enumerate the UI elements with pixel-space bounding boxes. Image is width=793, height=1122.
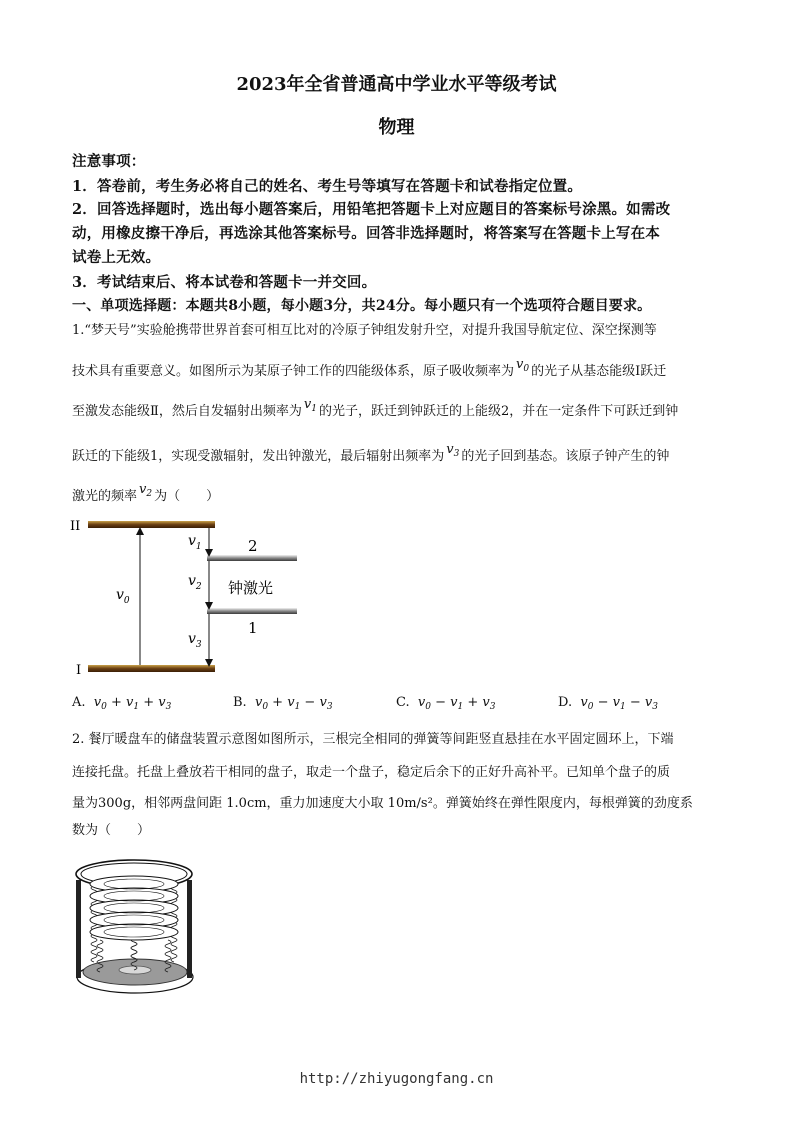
right-post — [187, 880, 192, 978]
notice-heading: 注意事项： — [72, 153, 146, 170]
footer-url[interactable]: http://zhiyugongfang.cn — [299, 1071, 494, 1087]
q2-line-4: 数为（ ） — [72, 823, 151, 838]
q2-line-1: 2. 餐厅暖盘车的储盘装置示意图如图所示，三根完全相同的弹簧等间距竖直悬挂在水平固定圆环上，下端 — [72, 732, 674, 747]
level-1-bar — [207, 608, 297, 614]
q1-line-3: 至激发态能级Ⅱ，然后自发辐射出频率为 $v_1$ 的光子，跃迁到钟跃迁的上能级2，并在一定条件下可跃迁到钟 — [72, 397, 679, 419]
subject-title: 物理 — [378, 117, 415, 138]
level-2-bar — [207, 555, 297, 561]
section-heading: 一、单项选择题：本题共8小题，每小题3分，共24分。每小题只有一个选项符合题目要求。 — [72, 298, 652, 314]
level-2-label: 2 — [248, 537, 258, 555]
choice-d[interactable]: D. $v_0 - v_1 - v_3$ — [558, 695, 658, 712]
notice-item-2-line-1: 2．回答选择题时，选出每小题答案后，用铅笔把答题卡上对应题目的答案标号涂黑。如需改 — [72, 201, 671, 218]
level-I-bar — [88, 665, 215, 672]
energy-level-diagram — [68, 515, 308, 680]
choice-a[interactable]: A. $v_0 + v_1 + v_3$ — [72, 695, 172, 712]
v1-arrow-label: $v_1$ — [188, 533, 202, 552]
notice-item-1: 1．答卷前，考生务必将自己的姓名、考生号等填写在答题卡和试卷指定位置。 — [72, 178, 583, 195]
v0-arrow-label: $v_0$ — [116, 587, 130, 606]
notice-item-2-line-3: 试卷上无效。 — [72, 249, 161, 266]
plate-warmer-diagram — [70, 852, 200, 1002]
q1-line-1: 1.“梦天号”实验舱携带世界首套可相互比对的冷原子钟组发射升空，对提升我国导航定位、深空探测等 — [72, 323, 657, 338]
q2-line-2: 连接托盘。托盘上叠放若干相同的盘子，取走一个盘子，稳定后余下的正好升高补平。已知单个盘子的质 — [72, 765, 671, 780]
level-1-label: 1 — [248, 619, 258, 637]
q1-line-4: 跃迁的下能级1，实现受激辐射，发出钟激光，最后辐射出频率为 $v_3$ 的光子回到基态。该原子钟产生的钟 — [72, 442, 670, 464]
level-I-label: I — [76, 663, 82, 678]
q1-line-2: 技术具有重要意义。如图所示为某原子钟工作的四能级体系，原子吸收频率为 $v_0$ 的光子从基态能级Ⅰ跃迁 — [72, 357, 667, 379]
plate-stack — [90, 876, 178, 940]
choice-c[interactable]: C. $v_0 - v_1 + v_3$ — [396, 695, 496, 712]
q2-line-3: 量为300g，相邻两盘间距 1.0cm，重力加速度大小取 10m/s²。弹簧始终在弹性限度内，每根弹簧的劲度系 — [72, 796, 693, 811]
v2-arrow-label: $v_2$ — [188, 573, 202, 592]
v3-arrow-label: $v_3$ — [188, 631, 202, 650]
exam-title: 2023年全省普通高中学业水平等级考试 — [236, 74, 557, 95]
clock-laser-label: 钟激光 — [228, 579, 274, 597]
q1-line-5: 激光的频率 $v_2$ 为（ ） — [72, 482, 220, 504]
choice-b[interactable]: B. $v_0 + v_1 - v_3$ — [233, 695, 333, 712]
notice-item-2-line-2: 动，用橡皮擦干净后，再选涂其他答案标号。回答非选择题时，将答案写在答题卡上写在本 — [72, 225, 660, 242]
notice-item-3: 3．考试结束后、将本试卷和答题卡一并交回。 — [72, 274, 377, 291]
level-II-label: II — [70, 519, 81, 534]
level-II-bar — [88, 521, 215, 528]
left-post — [76, 880, 81, 978]
